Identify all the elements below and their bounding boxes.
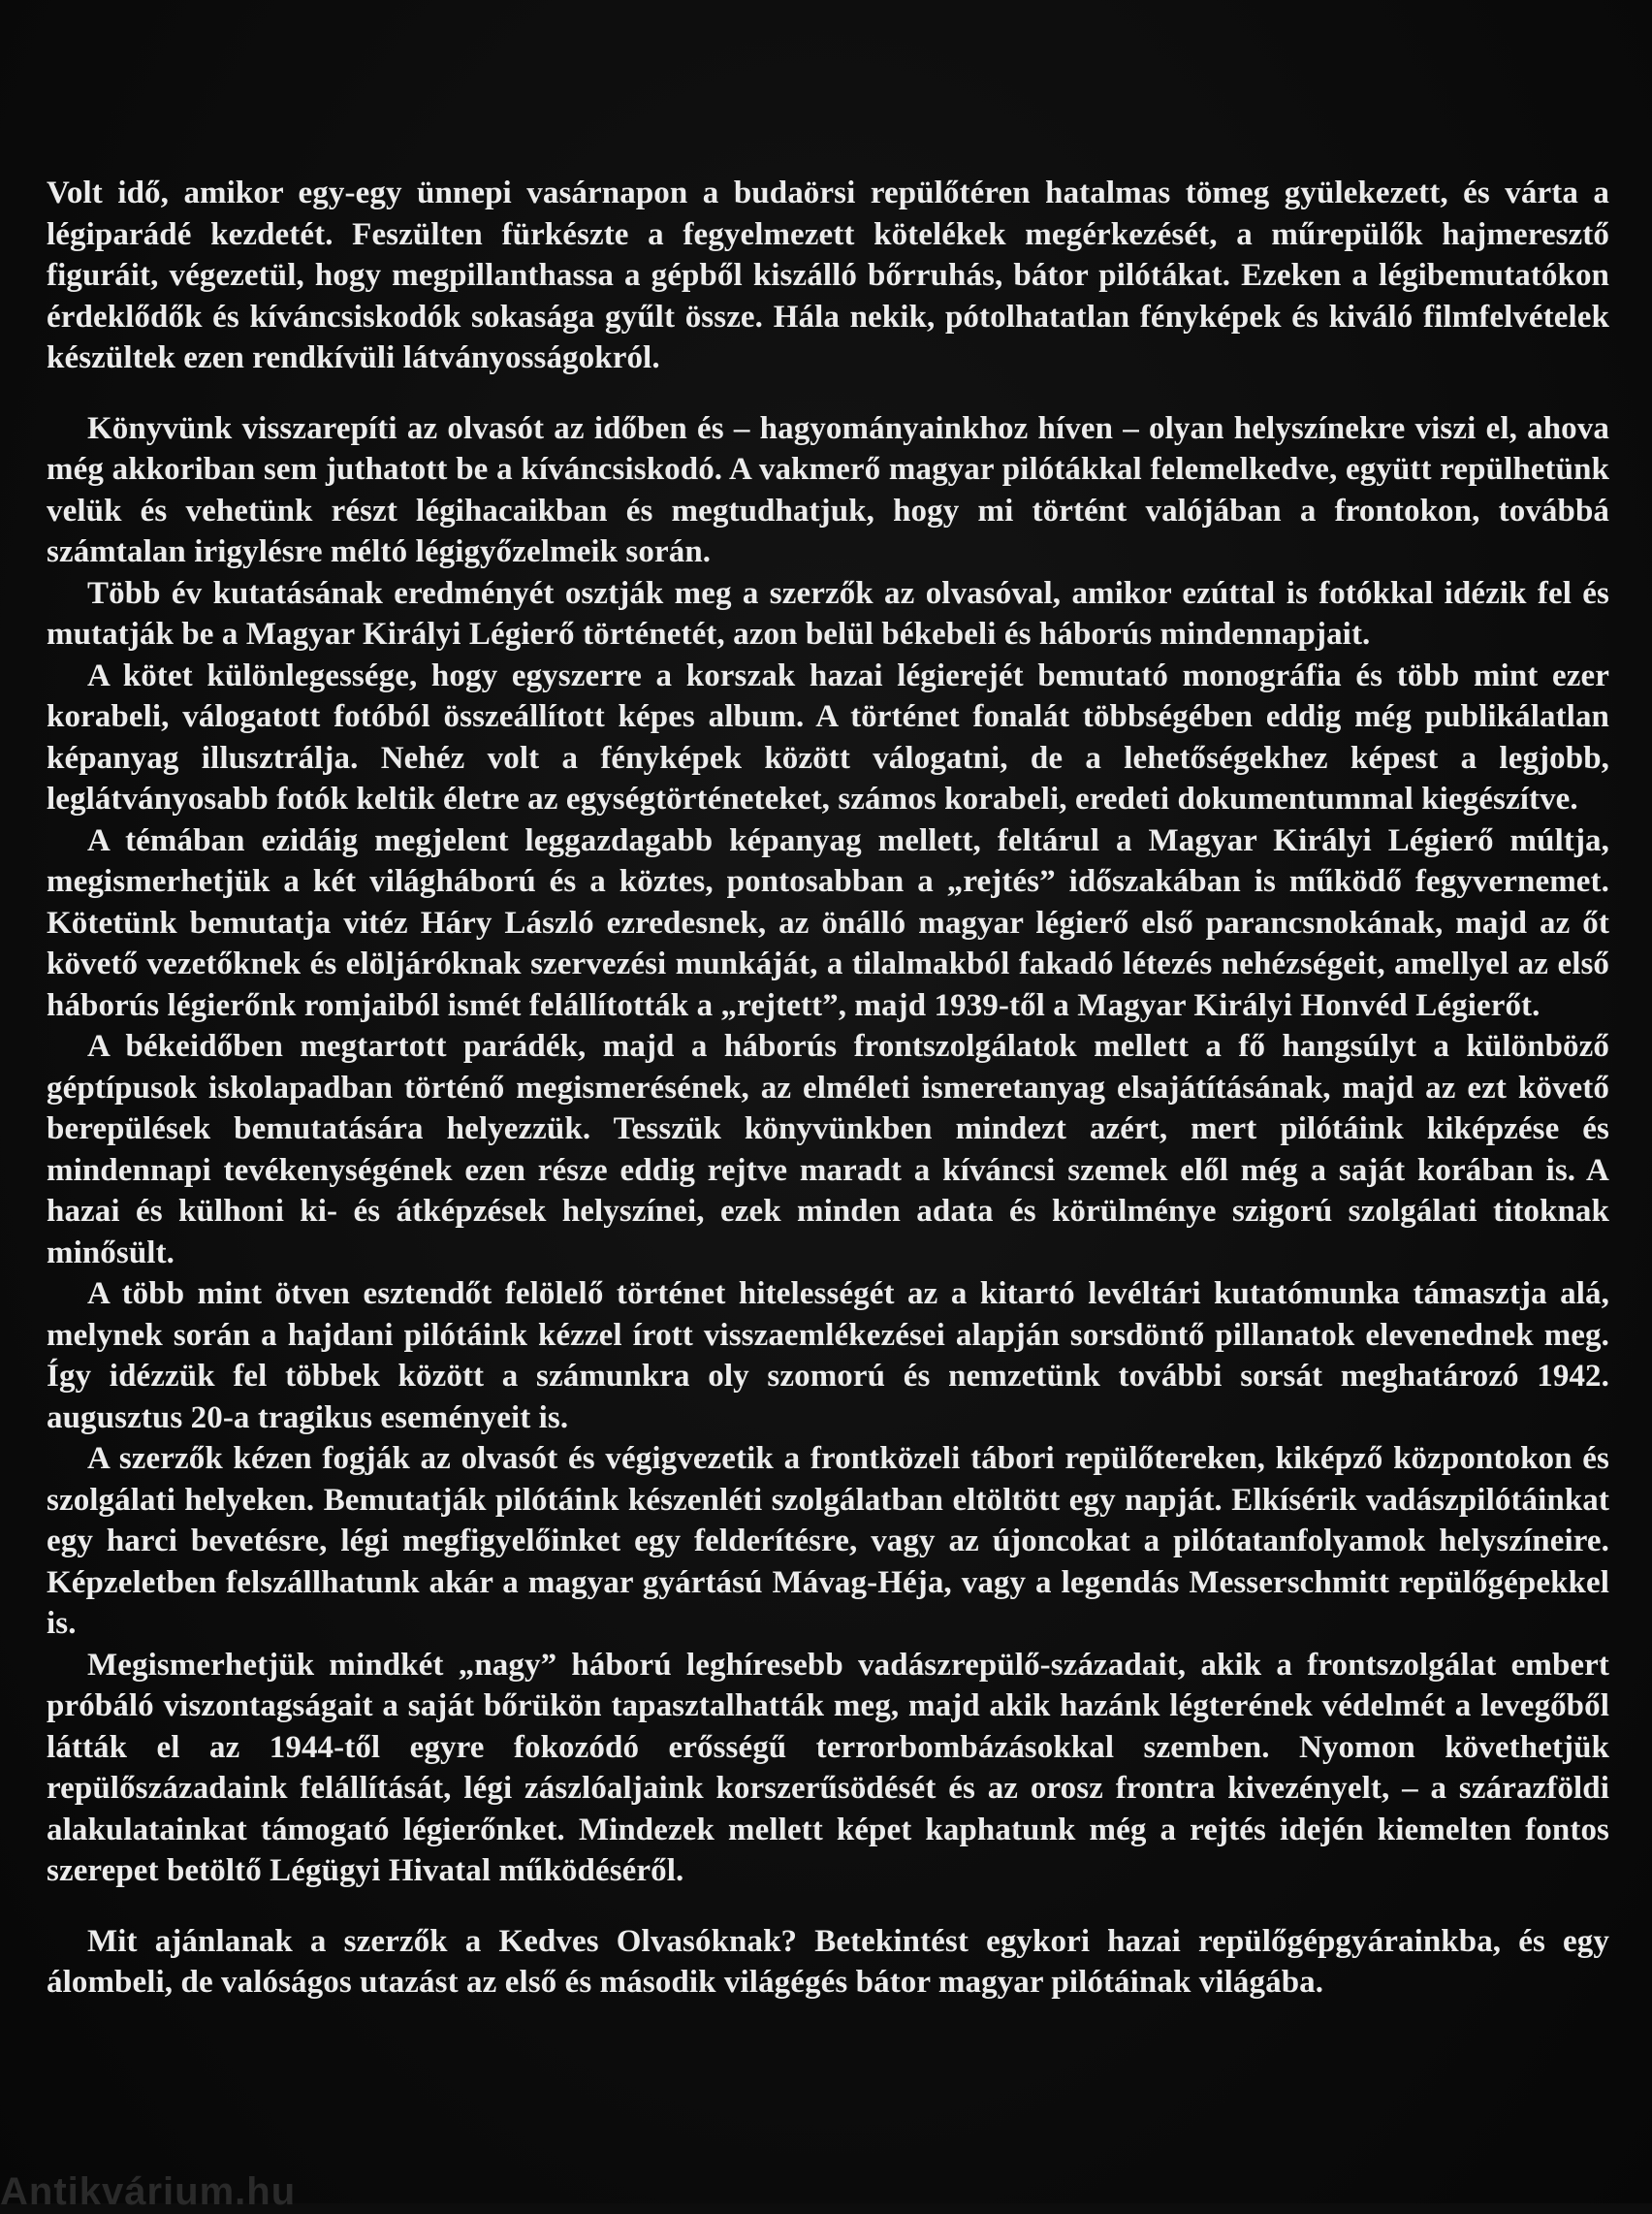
paragraph-9: Megismerhetjük mindkét „nagy” háború leghíresebb vadászrepülő-századait, akik a frontszolgálat embert próbáló viszontagságait a saját bőrükön tapasztalhatták meg, majd akik hazánk légterének védelmét a levegőből látták el az 1944-től egyre fokozódó erősségű terrorbombázásokkal szemben. Nyomon követhetjük repülőszázadaink felállítását, légi zászlóaljaink korszerűsödését és az orosz frontra kivezényelt, – a szárazföldi alakulatainkat támogató légierőnket. Mindezek mellett képet kaphatunk még a rejtés idején kiemelten fontos szerepet betöltő Légügyi Hivatal működéséről. — [47, 1647, 1609, 1888]
paragraph-3: Több év kutatásának eredményét osztják meg a szerzők az olvasóval, amikor ezúttal is fotókkal idézik fel és mutatják be a Magyar Királyi Légierő történetét, azon belül békebeli és háborús mindennapjait. — [47, 575, 1609, 652]
paragraph-2: Könyvünk visszarepíti az olvasót az időben és – hagyományainkhoz híven – olyan helyszínekre viszi el, ahova még akkoriban sem juthatott be a kíváncsiskodó. A vakmerő magyar pilótákkal felemelkedve, együtt repülhetünk velük és vehetünk részt légihacaikban és megtudhatjuk, hogy mi történt valójában a frontokon, továbbá számtalan irigylésre méltó légigyőzelmeik során. — [47, 410, 1609, 569]
paragraph-1: Volt idő, amikor egy-egy ünnepi vasárnapon a budaörsi repülőtéren hatalmas tömeg gyülekezett, és várta a légiparádé kezdetét. Feszülten fürkészte a fegyelmezett kötelékek megérkezését, a műrepülők hajmeresztő figuráit, végezetül, hogy megpillanthassa a gépből kiszálló bőrruhás, bátor pilótákat. Ezeken a légibemutatókon érdeklődők és kíváncsiskodók sokasága gyűlt össze. Hála nekik, pótolhatatlan fényképek és kiváló filmfelvételek készültek ezen rendkívüli látványosságokról. — [47, 176, 1609, 375]
paragraph-5: A témában ezidáig megjelent leggazdagabb képanyag mellett, feltárul a Magyar Királyi Légierő múltja, megismerhetjük a két világháború és a köztes, pontosabban a „rejtés” időszakában is működő fegyvernemet. Kötetünk bemutatja vitéz Háry László ezredesnek, az önálló magyar légierő első parancsnokának, majd az őt követő vezetőknek és elöljáróknak szervezési munkáját, a tilalmakból fakadó létezés nehézségeit, amellyel az első háborús légierőnk romjaiból ismét felállították a „rejtett”, majd 1939-től a Magyar Királyi Honvéd Légierőt. — [47, 822, 1609, 1023]
blurb-text — [47, 173, 1609, 2004]
paragraph-6: A békeidőben megtartott parádék, majd a háborús frontszolgálatok mellett a fő hangsúlyt a különböző géptípusok iskolapadban történő megismerésének, az elméleti ismeretanyag elsajátításának, majd az ezt követő berepülések bemutatására helyezzük. Tesszük könyvünkben mindezt azért, mert pilótáink kiképzése és mindennapi tevékenységének ezen része eddig rejtve maradt a kíváncsi szemek elől még a saját korában is. A hazai és külhoni ki- és átképzések helyszínei, ezek minden adata és körülménye szigorú szolgálati titoknak minősült. — [47, 1029, 1609, 1270]
paragraph-4: A kötet különlegessége, hogy egyszerre a korszak hazai légierejét bemutató monográfia és több mint ezer korabeli, válogatott fotóból összeállított képes album. A történet fonalát többségében eddig még publikálatlan képanyag illusztrálja. Nehéz volt a fényképek között válogatni, de a lehetőségekhez képest a legjobb, leglátványosabb fotók keltik életre az egységtörténeteket, számos korabeli, eredeti dokumentummal kiegészítve. — [47, 658, 1609, 817]
watermark-text: Antikvárium.hu — [0, 2170, 297, 2213]
paragraph-8: A szerzők kézen fogják az olvasót és végigvezetik a frontközeli tábori repülőtereken, kiképző központokon és szolgálati helyeken. Bemutatják pilótáink készenléti szolgálatban eltöltött egy napját. Elkísérik vadászpilótáinkat egy harci bevetésre, légi megfigyelőinket egy felderítésre, vagy az újoncokat a pilótatanfolyamok helyszíneire. Képzeletben felszállhatunk akár a magyar gyártású Mávag-Héja, vagy a legendás Messerschmitt repülőgépekkel is. — [47, 1441, 1609, 1641]
paragraph-7: A több mint ötven esztendőt felölelő történet hitelességét az a kitartó levéltári kutatómunka támasztja alá, melynek során a hajdani pilótáink kézzel írott visszaemlékezései alapján sorsdöntő pillanatok elevenednek meg. Így idézzük fel többek között a számunkra oly szomorú és nemzetünk további sorsát meghatározó 1942. augusztus 20-a tragikus eseményeit is. — [47, 1276, 1609, 1435]
paragraph-10: Mit ajánlanak a szerzők a Kedves Olvasóknak? Betekintést egykori hazai repülőgépgyárainkba, és egy álombeli, de valóságos utazást az első és második világégés bátor magyar pilótáinak világába. — [47, 1923, 1609, 2000]
